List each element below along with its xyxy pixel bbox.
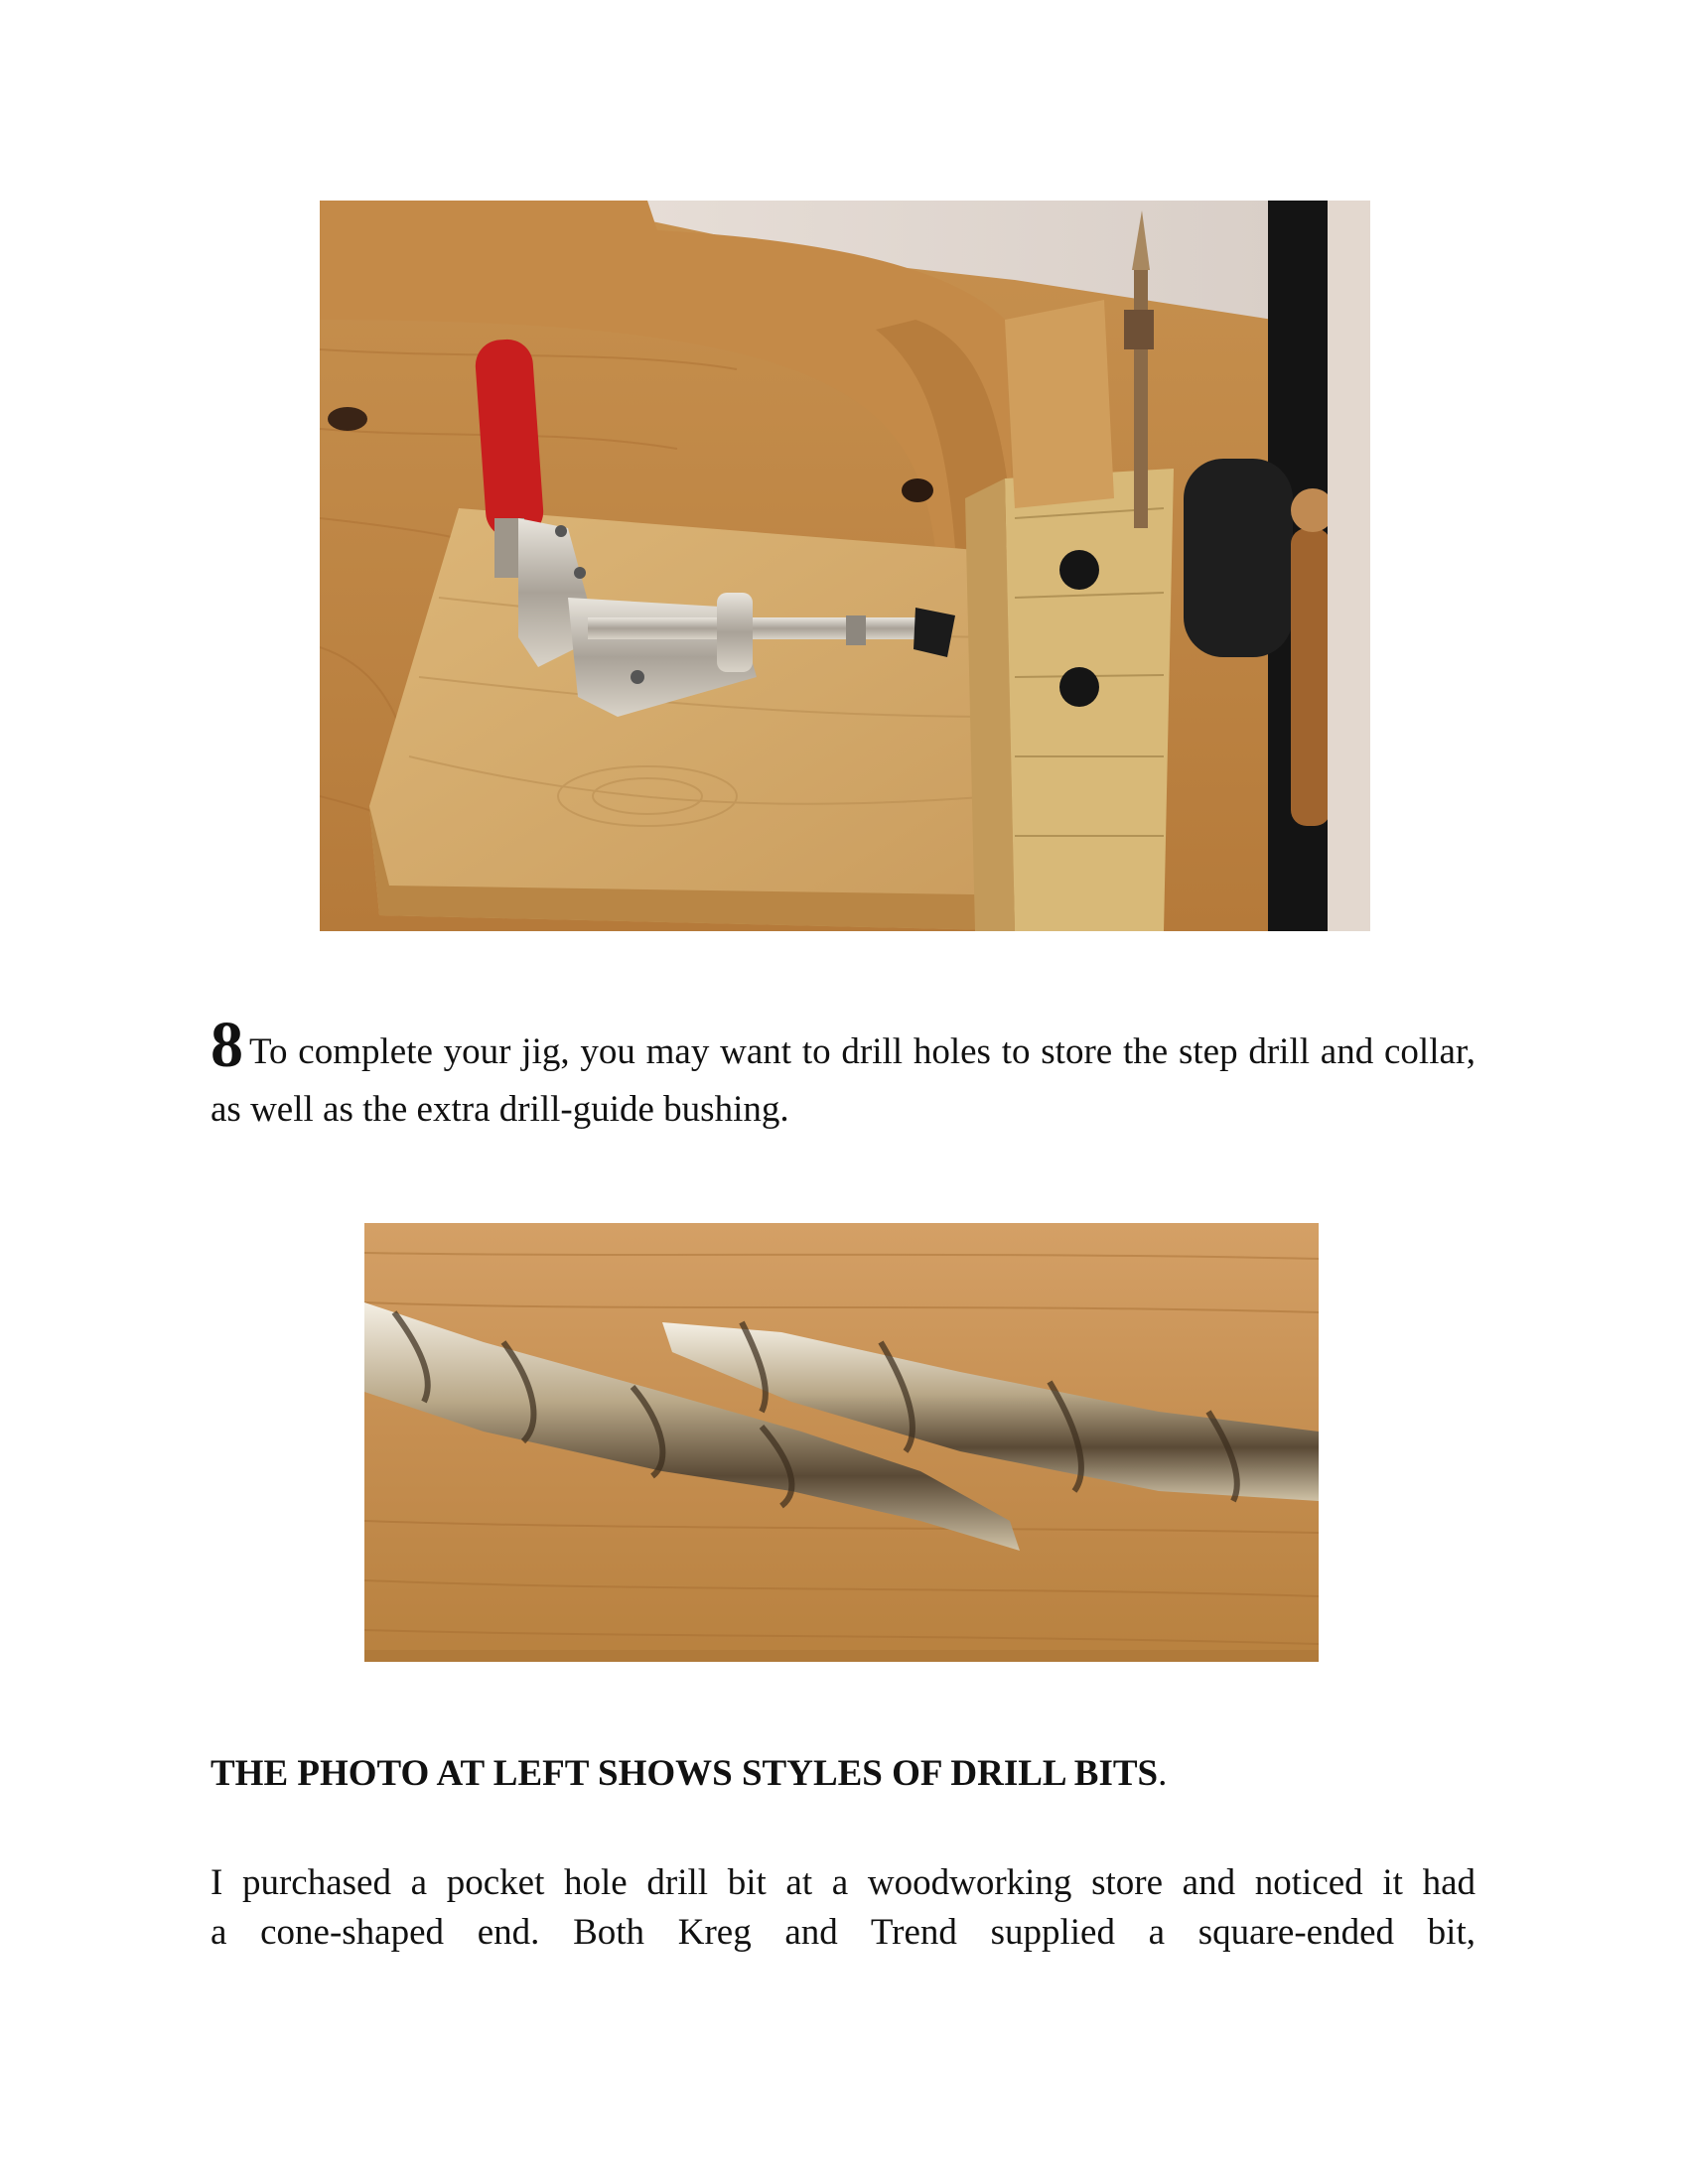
drill-bits-photo-icon xyxy=(364,1223,1319,1662)
heading-period: . xyxy=(1158,1753,1168,1794)
paragraph-line-1: I purchased a pocket hole drill bit at a woodworking store and noticed it had xyxy=(211,1862,1476,1903)
jig-photo-icon xyxy=(320,201,1370,931)
paragraph-line-2: a cone-shaped end. Both Kreg and Trend supplied a square-ended bit, xyxy=(211,1912,1476,1953)
drill-bits-photo xyxy=(364,1223,1319,1662)
step-description: To complete your jig, you may want to drill holes to store the step drill and collar, as well as the extra drill-guide bushing. xyxy=(211,1031,1476,1130)
section-heading xyxy=(211,1749,1501,1799)
step-8-text xyxy=(211,1009,1476,1139)
body-paragraph xyxy=(211,1858,1476,1958)
jig-photo xyxy=(320,201,1370,931)
heading-text: THE PHOTO AT LEFT SHOWS STYLES OF DRILL BITS xyxy=(211,1753,1159,1794)
step-number: 8 xyxy=(211,1009,243,1081)
